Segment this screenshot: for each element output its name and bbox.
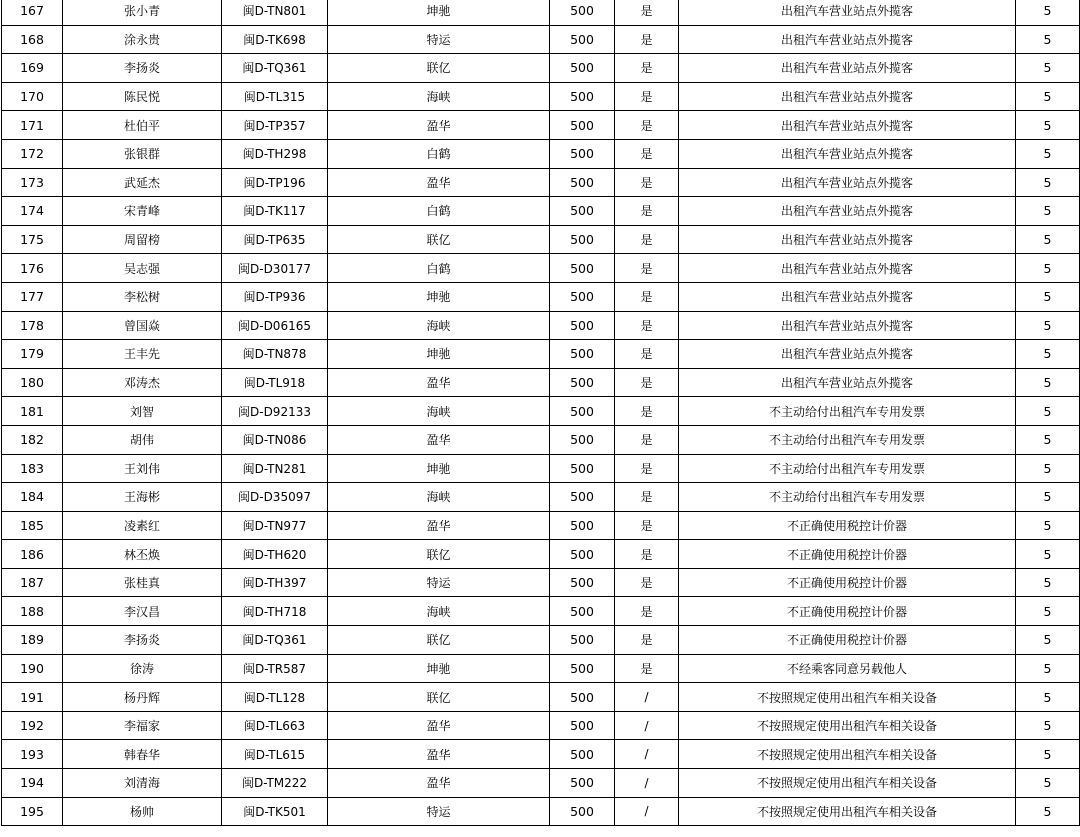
row-number-cell: 180 — [2, 368, 63, 397]
fine-amount-cell: 500 — [550, 683, 615, 712]
points-cell: 5 — [1016, 483, 1080, 512]
fine-amount-cell: 500 — [550, 54, 615, 83]
points-cell: 5 — [1016, 740, 1080, 769]
fine-amount-cell: 500 — [550, 511, 615, 540]
violation-reason-cell: 出租汽车营业站点外揽客 — [679, 282, 1016, 311]
violation-reason-cell: 出租汽车营业站点外揽客 — [679, 54, 1016, 83]
row-number-cell: 185 — [2, 511, 63, 540]
paid-status-cell: 是 — [615, 54, 679, 83]
violation-reason-cell: 不经乘客同意另载他人 — [679, 654, 1016, 683]
table-row — [2, 626, 1080, 655]
fine-amount-cell: 500 — [550, 483, 615, 512]
paid-status-cell: / — [615, 683, 679, 712]
company-cell: 联亿 — [328, 540, 550, 569]
row-number-cell: 181 — [2, 397, 63, 426]
points-cell: 5 — [1016, 225, 1080, 254]
points-cell: 5 — [1016, 368, 1080, 397]
row-number-cell: 191 — [2, 683, 63, 712]
company-cell: 海峡 — [328, 82, 550, 111]
company-cell: 特运 — [328, 568, 550, 597]
company-cell: 盈华 — [328, 425, 550, 454]
row-number-cell: 173 — [2, 168, 63, 197]
table-row — [2, 483, 1080, 512]
table-row — [2, 311, 1080, 340]
points-cell: 5 — [1016, 82, 1080, 111]
row-number-cell: 174 — [2, 197, 63, 226]
fine-amount-cell: 500 — [550, 626, 615, 655]
row-number-cell: 169 — [2, 54, 63, 83]
company-cell: 盈华 — [328, 740, 550, 769]
plate-number-cell: 闽D-TP936 — [222, 282, 328, 311]
driver-name-cell: 张小青 — [63, 0, 222, 25]
fine-amount-cell: 500 — [550, 654, 615, 683]
driver-name-cell: 杨丹辉 — [63, 683, 222, 712]
table-row — [2, 168, 1080, 197]
paid-status-cell: 是 — [615, 168, 679, 197]
paid-status-cell: 是 — [615, 540, 679, 569]
paid-status-cell: 是 — [615, 197, 679, 226]
fine-amount-cell: 500 — [550, 225, 615, 254]
violation-reason-cell: 出租汽车营业站点外揽客 — [679, 139, 1016, 168]
paid-status-cell: 是 — [615, 483, 679, 512]
company-cell: 盈华 — [328, 368, 550, 397]
driver-name-cell: 周留榜 — [63, 225, 222, 254]
fine-amount-cell: 500 — [550, 197, 615, 226]
points-cell: 5 — [1016, 54, 1080, 83]
plate-number-cell: 闽D-TP357 — [222, 111, 328, 140]
table-row — [2, 25, 1080, 54]
table-row — [2, 111, 1080, 140]
driver-name-cell: 李汉昌 — [63, 597, 222, 626]
company-cell: 海峡 — [328, 597, 550, 626]
plate-number-cell: 闽D-TH718 — [222, 597, 328, 626]
plate-number-cell: 闽D-TL315 — [222, 82, 328, 111]
paid-status-cell: 是 — [615, 454, 679, 483]
company-cell: 联亿 — [328, 683, 550, 712]
row-number-cell: 178 — [2, 311, 63, 340]
plate-number-cell: 闽D-TK117 — [222, 197, 328, 226]
row-number-cell: 189 — [2, 626, 63, 655]
violation-reason-cell: 不按照规定使用出租汽车相关设备 — [679, 683, 1016, 712]
table-body — [2, 0, 1080, 826]
company-cell: 特运 — [328, 25, 550, 54]
table-row — [2, 711, 1080, 740]
violation-reason-cell: 不正确使用税控计价器 — [679, 626, 1016, 655]
violation-reason-cell: 出租汽车营业站点外揽客 — [679, 368, 1016, 397]
driver-name-cell: 刘清海 — [63, 769, 222, 798]
company-cell: 盈华 — [328, 769, 550, 798]
plate-number-cell: 闽D-TQ361 — [222, 54, 328, 83]
paid-status-cell: 是 — [615, 82, 679, 111]
company-cell: 坤驰 — [328, 454, 550, 483]
points-cell: 5 — [1016, 769, 1080, 798]
plate-number-cell: 闽D-D35097 — [222, 483, 328, 512]
row-number-cell: 193 — [2, 740, 63, 769]
violation-reason-cell: 不主动给付出租汽车专用发票 — [679, 454, 1016, 483]
driver-name-cell: 张桂真 — [63, 568, 222, 597]
plate-number-cell: 闽D-TN086 — [222, 425, 328, 454]
paid-status-cell: 是 — [615, 225, 679, 254]
violation-reason-cell: 不正确使用税控计价器 — [679, 568, 1016, 597]
driver-name-cell: 宋青峰 — [63, 197, 222, 226]
driver-name-cell: 李松树 — [63, 282, 222, 311]
violation-reason-cell: 出租汽车营业站点外揽客 — [679, 197, 1016, 226]
violation-reason-cell: 出租汽车营业站点外揽客 — [679, 254, 1016, 283]
points-cell: 5 — [1016, 111, 1080, 140]
driver-name-cell: 张银群 — [63, 139, 222, 168]
violation-reason-cell: 出租汽车营业站点外揽客 — [679, 225, 1016, 254]
plate-number-cell: 闽D-TH620 — [222, 540, 328, 569]
plate-number-cell: 闽D-TH298 — [222, 139, 328, 168]
paid-status-cell: 是 — [615, 139, 679, 168]
paid-status-cell: 是 — [615, 282, 679, 311]
table-row — [2, 0, 1080, 25]
paid-status-cell: 是 — [615, 397, 679, 426]
plate-number-cell: 闽D-TR587 — [222, 654, 328, 683]
plate-number-cell: 闽D-TL663 — [222, 711, 328, 740]
violation-reason-cell: 不按照规定使用出租汽车相关设备 — [679, 797, 1016, 826]
row-number-cell: 175 — [2, 225, 63, 254]
plate-number-cell: 闽D-D06165 — [222, 311, 328, 340]
company-cell: 坤驰 — [328, 282, 550, 311]
table-row — [2, 540, 1080, 569]
table-row — [2, 511, 1080, 540]
company-cell: 特运 — [328, 797, 550, 826]
row-number-cell: 190 — [2, 654, 63, 683]
driver-name-cell: 杨帅 — [63, 797, 222, 826]
row-number-cell: 183 — [2, 454, 63, 483]
driver-name-cell: 王海彬 — [63, 483, 222, 512]
company-cell: 白鹤 — [328, 139, 550, 168]
plate-number-cell: 闽D-TK698 — [222, 25, 328, 54]
violation-reason-cell: 出租汽车营业站点外揽客 — [679, 0, 1016, 25]
row-number-cell: 188 — [2, 597, 63, 626]
violation-reason-cell: 出租汽车营业站点外揽客 — [679, 82, 1016, 111]
company-cell: 白鹤 — [328, 197, 550, 226]
points-cell: 5 — [1016, 711, 1080, 740]
driver-name-cell: 陈民悦 — [63, 82, 222, 111]
fine-amount-cell: 500 — [550, 711, 615, 740]
paid-status-cell: 是 — [615, 511, 679, 540]
driver-name-cell: 刘智 — [63, 397, 222, 426]
table-row — [2, 568, 1080, 597]
driver-name-cell: 李福家 — [63, 711, 222, 740]
company-cell: 海峡 — [328, 483, 550, 512]
row-number-cell: 167 — [2, 0, 63, 25]
fine-amount-cell: 500 — [550, 111, 615, 140]
row-number-cell: 170 — [2, 82, 63, 111]
fine-amount-cell: 500 — [550, 740, 615, 769]
company-cell: 联亿 — [328, 626, 550, 655]
driver-name-cell: 杜伯平 — [63, 111, 222, 140]
company-cell: 联亿 — [328, 54, 550, 83]
fine-amount-cell: 500 — [550, 82, 615, 111]
table-row — [2, 740, 1080, 769]
company-cell: 盈华 — [328, 711, 550, 740]
violation-reason-cell: 不主动给付出租汽车专用发票 — [679, 397, 1016, 426]
plate-number-cell: 闽D-TQ361 — [222, 626, 328, 655]
table-row — [2, 197, 1080, 226]
plate-number-cell: 闽D-TN977 — [222, 511, 328, 540]
points-cell: 5 — [1016, 626, 1080, 655]
row-number-cell: 195 — [2, 797, 63, 826]
violations-table — [1, 0, 1080, 826]
points-cell: 5 — [1016, 540, 1080, 569]
fine-amount-cell: 500 — [550, 25, 615, 54]
driver-name-cell: 吴志强 — [63, 254, 222, 283]
paid-status-cell: 是 — [615, 0, 679, 25]
points-cell: 5 — [1016, 25, 1080, 54]
company-cell: 盈华 — [328, 111, 550, 140]
row-number-cell: 186 — [2, 540, 63, 569]
company-cell: 盈华 — [328, 511, 550, 540]
table-row — [2, 397, 1080, 426]
table-row — [2, 225, 1080, 254]
fine-amount-cell: 500 — [550, 454, 615, 483]
company-cell: 白鹤 — [328, 254, 550, 283]
paid-status-cell: / — [615, 711, 679, 740]
points-cell: 5 — [1016, 683, 1080, 712]
fine-amount-cell: 500 — [550, 397, 615, 426]
violation-reason-cell: 不正确使用税控计价器 — [679, 511, 1016, 540]
table-row — [2, 797, 1080, 826]
fine-amount-cell: 500 — [550, 254, 615, 283]
plate-number-cell: 闽D-TH397 — [222, 568, 328, 597]
plate-number-cell: 闽D-TM222 — [222, 769, 328, 798]
paid-status-cell: / — [615, 769, 679, 798]
plate-number-cell: 闽D-TN801 — [222, 0, 328, 25]
points-cell: 5 — [1016, 454, 1080, 483]
points-cell: 5 — [1016, 425, 1080, 454]
points-cell: 5 — [1016, 311, 1080, 340]
points-cell: 5 — [1016, 654, 1080, 683]
row-number-cell: 177 — [2, 282, 63, 311]
company-cell: 盈华 — [328, 168, 550, 197]
paid-status-cell: 是 — [615, 626, 679, 655]
driver-name-cell: 徐涛 — [63, 654, 222, 683]
plate-number-cell: 闽D-TP196 — [222, 168, 328, 197]
table-row — [2, 654, 1080, 683]
paid-status-cell: 是 — [615, 425, 679, 454]
violation-reason-cell: 出租汽车营业站点外揽客 — [679, 111, 1016, 140]
paid-status-cell: 是 — [615, 654, 679, 683]
points-cell: 5 — [1016, 0, 1080, 25]
company-cell: 海峡 — [328, 311, 550, 340]
row-number-cell: 184 — [2, 483, 63, 512]
fine-amount-cell: 500 — [550, 597, 615, 626]
plate-number-cell: 闽D-TL128 — [222, 683, 328, 712]
driver-name-cell: 林丕焕 — [63, 540, 222, 569]
plate-number-cell: 闽D-D92133 — [222, 397, 328, 426]
plate-number-cell: 闽D-TN878 — [222, 340, 328, 369]
paid-status-cell: / — [615, 797, 679, 826]
driver-name-cell: 凌素红 — [63, 511, 222, 540]
violation-reason-cell: 出租汽车营业站点外揽客 — [679, 25, 1016, 54]
points-cell: 5 — [1016, 397, 1080, 426]
violation-reason-cell: 不主动给付出租汽车专用发票 — [679, 425, 1016, 454]
fine-amount-cell: 500 — [550, 282, 615, 311]
table-row — [2, 254, 1080, 283]
company-cell: 海峡 — [328, 397, 550, 426]
plate-number-cell: 闽D-D30177 — [222, 254, 328, 283]
points-cell: 5 — [1016, 197, 1080, 226]
table-row — [2, 139, 1080, 168]
row-number-cell: 179 — [2, 340, 63, 369]
points-cell: 5 — [1016, 282, 1080, 311]
table-row — [2, 54, 1080, 83]
fine-amount-cell: 500 — [550, 425, 615, 454]
points-cell: 5 — [1016, 168, 1080, 197]
points-cell: 5 — [1016, 139, 1080, 168]
points-cell: 5 — [1016, 340, 1080, 369]
table-row — [2, 425, 1080, 454]
driver-name-cell: 邓涛杰 — [63, 368, 222, 397]
row-number-cell: 176 — [2, 254, 63, 283]
fine-amount-cell: 500 — [550, 769, 615, 798]
row-number-cell: 168 — [2, 25, 63, 54]
paid-status-cell: 是 — [615, 254, 679, 283]
points-cell: 5 — [1016, 254, 1080, 283]
paid-status-cell: 是 — [615, 568, 679, 597]
plate-number-cell: 闽D-TL615 — [222, 740, 328, 769]
row-number-cell: 194 — [2, 769, 63, 798]
fine-amount-cell: 500 — [550, 568, 615, 597]
driver-name-cell: 涂永贵 — [63, 25, 222, 54]
driver-name-cell: 胡伟 — [63, 425, 222, 454]
driver-name-cell: 武延杰 — [63, 168, 222, 197]
driver-name-cell: 李扬炎 — [63, 54, 222, 83]
fine-amount-cell: 500 — [550, 797, 615, 826]
driver-name-cell: 韩春华 — [63, 740, 222, 769]
paid-status-cell: 是 — [615, 111, 679, 140]
plate-number-cell: 闽D-TP635 — [222, 225, 328, 254]
row-number-cell: 187 — [2, 568, 63, 597]
violation-reason-cell: 出租汽车营业站点外揽客 — [679, 168, 1016, 197]
table-row — [2, 282, 1080, 311]
plate-number-cell: 闽D-TN281 — [222, 454, 328, 483]
driver-name-cell: 李扬炎 — [63, 626, 222, 655]
driver-name-cell: 曾国焱 — [63, 311, 222, 340]
table-row — [2, 340, 1080, 369]
fine-amount-cell: 500 — [550, 0, 615, 25]
violation-reason-cell: 不主动给付出租汽车专用发票 — [679, 483, 1016, 512]
paid-status-cell: 是 — [615, 311, 679, 340]
plate-number-cell: 闽D-TK501 — [222, 797, 328, 826]
fine-amount-cell: 500 — [550, 368, 615, 397]
fine-amount-cell: 500 — [550, 340, 615, 369]
fine-amount-cell: 500 — [550, 311, 615, 340]
paid-status-cell: 是 — [615, 25, 679, 54]
fine-amount-cell: 500 — [550, 168, 615, 197]
points-cell: 5 — [1016, 597, 1080, 626]
fine-amount-cell: 500 — [550, 139, 615, 168]
violation-reason-cell: 出租汽车营业站点外揽客 — [679, 340, 1016, 369]
paid-status-cell: 是 — [615, 597, 679, 626]
violation-reason-cell: 不按照规定使用出租汽车相关设备 — [679, 769, 1016, 798]
paid-status-cell: 是 — [615, 340, 679, 369]
table-row — [2, 454, 1080, 483]
violation-reason-cell: 不正确使用税控计价器 — [679, 597, 1016, 626]
row-number-cell: 171 — [2, 111, 63, 140]
violation-reason-cell: 出租汽车营业站点外揽客 — [679, 311, 1016, 340]
table-row — [2, 683, 1080, 712]
plate-number-cell: 闽D-TL918 — [222, 368, 328, 397]
table-row — [2, 769, 1080, 798]
company-cell: 坤驰 — [328, 0, 550, 25]
points-cell: 5 — [1016, 568, 1080, 597]
driver-name-cell: 王丰先 — [63, 340, 222, 369]
company-cell: 坤驰 — [328, 340, 550, 369]
violation-reason-cell: 不按照规定使用出租汽车相关设备 — [679, 711, 1016, 740]
company-cell: 坤驰 — [328, 654, 550, 683]
table-row — [2, 597, 1080, 626]
points-cell: 5 — [1016, 797, 1080, 826]
violation-reason-cell: 不正确使用税控计价器 — [679, 540, 1016, 569]
driver-name-cell: 王刘伟 — [63, 454, 222, 483]
row-number-cell: 172 — [2, 139, 63, 168]
points-cell: 5 — [1016, 511, 1080, 540]
paid-status-cell: / — [615, 740, 679, 769]
table-row — [2, 82, 1080, 111]
fine-amount-cell: 500 — [550, 540, 615, 569]
violation-reason-cell: 不按照规定使用出租汽车相关设备 — [679, 740, 1016, 769]
paid-status-cell: 是 — [615, 368, 679, 397]
row-number-cell: 182 — [2, 425, 63, 454]
table-row — [2, 368, 1080, 397]
company-cell: 联亿 — [328, 225, 550, 254]
row-number-cell: 192 — [2, 711, 63, 740]
